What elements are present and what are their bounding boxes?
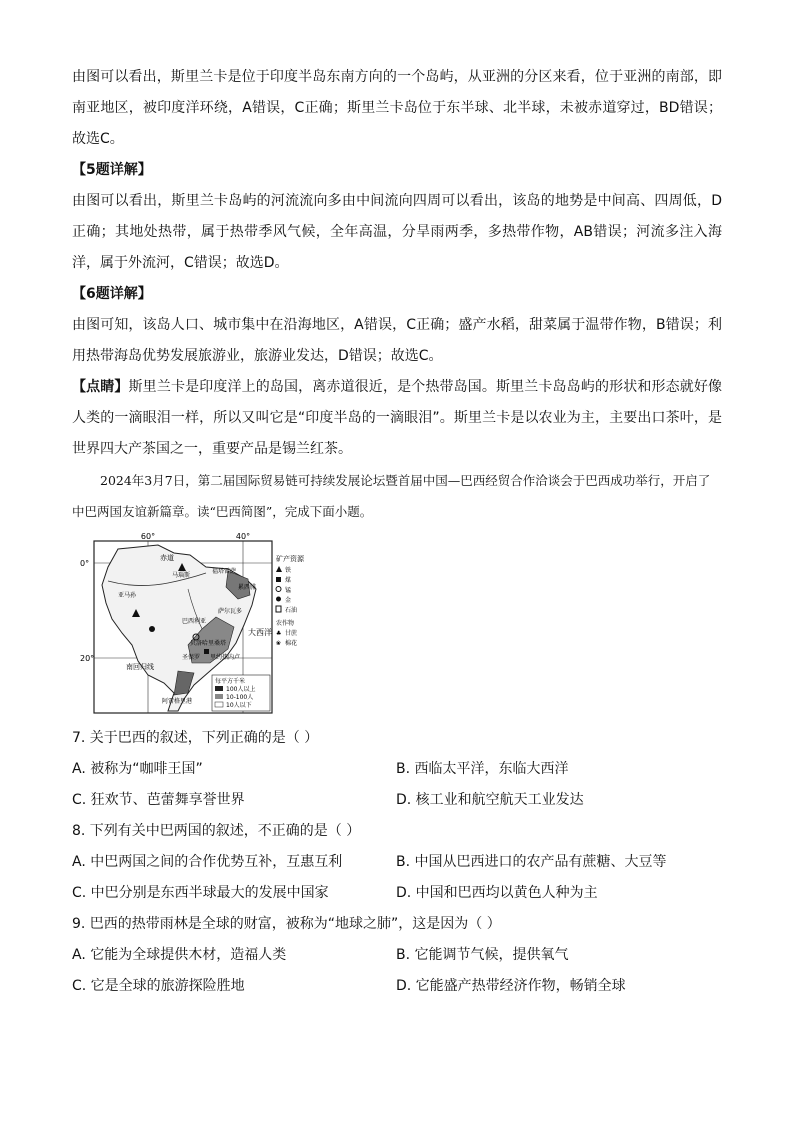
answer-6-heading: 【6题详解】	[72, 286, 152, 302]
city-label: 圣保罗	[182, 654, 201, 661]
gold-symbol	[149, 626, 155, 632]
ocean-label: 大西洋	[248, 628, 272, 637]
city-label: 马瑙斯	[172, 572, 191, 579]
brazil-map-svg	[78, 533, 338, 723]
tropic-label: 南回归线	[126, 663, 154, 671]
manganese-icon	[276, 587, 281, 592]
options-row	[72, 971, 722, 1002]
density-title: 每平方千米	[215, 678, 246, 685]
option-b: B. 中国从巴西进口的农产品有蔗糖、大豆等	[396, 854, 667, 870]
note-label: 【点睛】	[72, 379, 129, 395]
city-label: 萨尔瓦多	[218, 608, 243, 615]
lat-20-label: 20°	[80, 654, 95, 663]
legend-crop: 甘蔗	[285, 630, 298, 637]
city-label: 巴西利亚	[182, 618, 207, 625]
legend-item: 石油	[285, 607, 298, 614]
sugarcane-icon: ♣	[276, 630, 282, 637]
question-8	[72, 816, 722, 909]
density-swatch-low	[215, 702, 223, 707]
question-stem: 9. 巴西的热带雨林是全球的财富，被称为“地球之肺”，这是因为（ ）	[72, 916, 501, 932]
density-item: 10人以下	[226, 702, 252, 709]
note-paragraph	[72, 372, 722, 465]
iron-icon	[276, 566, 282, 572]
legend-item: 金	[285, 597, 292, 604]
document-page	[72, 62, 722, 1002]
option-a: A. 中巴两国之间的合作优势互补，互惠互利	[72, 854, 343, 870]
option-c: C. 它是全球的旅游探险胜地	[72, 978, 245, 994]
option-c: C. 中巴分别是东西半球最大的发展中国家	[72, 885, 329, 901]
city-label: 里约热内卢	[210, 654, 241, 661]
options-row	[72, 878, 722, 909]
density-swatch-mid	[215, 694, 223, 699]
answer-4-text: 由图可以看出，斯里兰卡是位于印度半岛东南方向的一个岛屿，从亚洲的分区来看，位于亚洲的南部，即南亚地区，被印度洋环绕，A错误，C正确；斯里兰卡岛位于东半球、北半球，未被赤道穿过，BD错误；故选C。	[72, 69, 722, 147]
legend-crop: 棉花	[285, 640, 298, 647]
city-label: 福塔雷萨	[212, 568, 237, 575]
map-legend	[276, 554, 305, 647]
intro-paragraph: 2024年3月7日，第二届国际贸易链可持续发展论坛暨首届中国—巴西经贸合作洽谈会于巴西成功举行，开启了中巴两国友谊新篇章。读“巴西简图”，完成下面小题。	[72, 473, 711, 519]
density-item: 100人以上	[226, 686, 256, 693]
oil-icon	[276, 606, 281, 612]
option-d: D. 核工业和航空航天工业发达	[396, 792, 584, 808]
option-c: C. 狂欢节、芭蕾舞享誉世界	[72, 792, 245, 808]
brazil-map	[78, 533, 338, 723]
legend-item: 煤	[285, 577, 292, 584]
option-b: B. 它能调节气候，提供氧气	[396, 947, 569, 963]
density-item: 10-100人	[226, 694, 254, 701]
answer-5-heading: 【5题详解】	[72, 162, 152, 178]
city-label: 阿雷格里港	[162, 698, 193, 705]
question-9	[72, 909, 722, 1002]
options-row	[72, 785, 722, 816]
lon-40-label: 40°	[235, 533, 251, 541]
equator-label: 赤道	[160, 554, 174, 562]
note-text: 斯里兰卡是印度洋上的岛国，离赤道很近，是个热带岛国。斯里兰卡岛岛屿的形状和形态就好像人类的一滴眼泪一样，所以又叫它是“印度半岛的一滴眼泪”。斯里兰卡是以农业为主，主要出口茶叶，是世界四大产茶国之一，重要产品是锡兰红茶。	[72, 379, 723, 457]
cotton-icon: ❀	[276, 640, 282, 647]
coal-symbol	[204, 649, 209, 654]
option-a: A. 被称为“咖啡王国”	[72, 761, 203, 777]
option-d: D. 中国和巴西均以黄色人种为主	[396, 885, 598, 901]
option-d: D. 它能盛产热带经济作物，畅销全球	[396, 978, 626, 994]
lat-0-label: 0°	[80, 559, 90, 568]
city-label: 贝洛哈里桑塔	[190, 640, 227, 647]
density-swatch-high	[215, 686, 223, 691]
question-7	[72, 723, 722, 816]
option-a: A. 它能为全球提供木材，造福人类	[72, 947, 287, 963]
density-legend	[212, 675, 270, 711]
option-b: B. 西临太平洋，东临大西洋	[396, 761, 569, 777]
legend-item: 锰	[285, 587, 292, 594]
region-label: 亚马孙	[118, 592, 137, 599]
city-label: 累西腓	[238, 584, 257, 591]
options-row	[72, 754, 722, 785]
gold-icon	[276, 597, 281, 602]
options-row	[72, 940, 722, 971]
legend-crops-title: 农作物	[276, 620, 295, 627]
answer-6-text: 由图可知，该岛人口、城市集中在沿海地区，A错误，C正确；盛产水稻，甜菜属于温带作物，B错误；利用热带海岛优势发展旅游业，旅游业发达，D错误；故选C。	[72, 317, 722, 364]
question-stem: 7. 关于巴西的叙述，下列正确的是（ ）	[72, 730, 319, 746]
answer-5-text: 由图可以看出，斯里兰卡岛屿的河流流向多由中间流向四周可以看出，该岛的地势是中间高、四周低，D正确；其地处热带，属于热带季风气候，全年高温，分旱雨两季，多热带作物，AB错误；河流多注入海洋，属于外流河，C错误；故选D。	[72, 193, 722, 271]
lon-60-label: 60°	[140, 533, 156, 541]
coal-icon	[276, 577, 281, 582]
options-row	[72, 847, 722, 878]
legend-title: 矿产资源	[276, 555, 304, 563]
legend-item: 铁	[285, 567, 292, 574]
question-stem: 8. 下列有关中巴两国的叙述，不正确的是（ ）	[72, 823, 361, 839]
